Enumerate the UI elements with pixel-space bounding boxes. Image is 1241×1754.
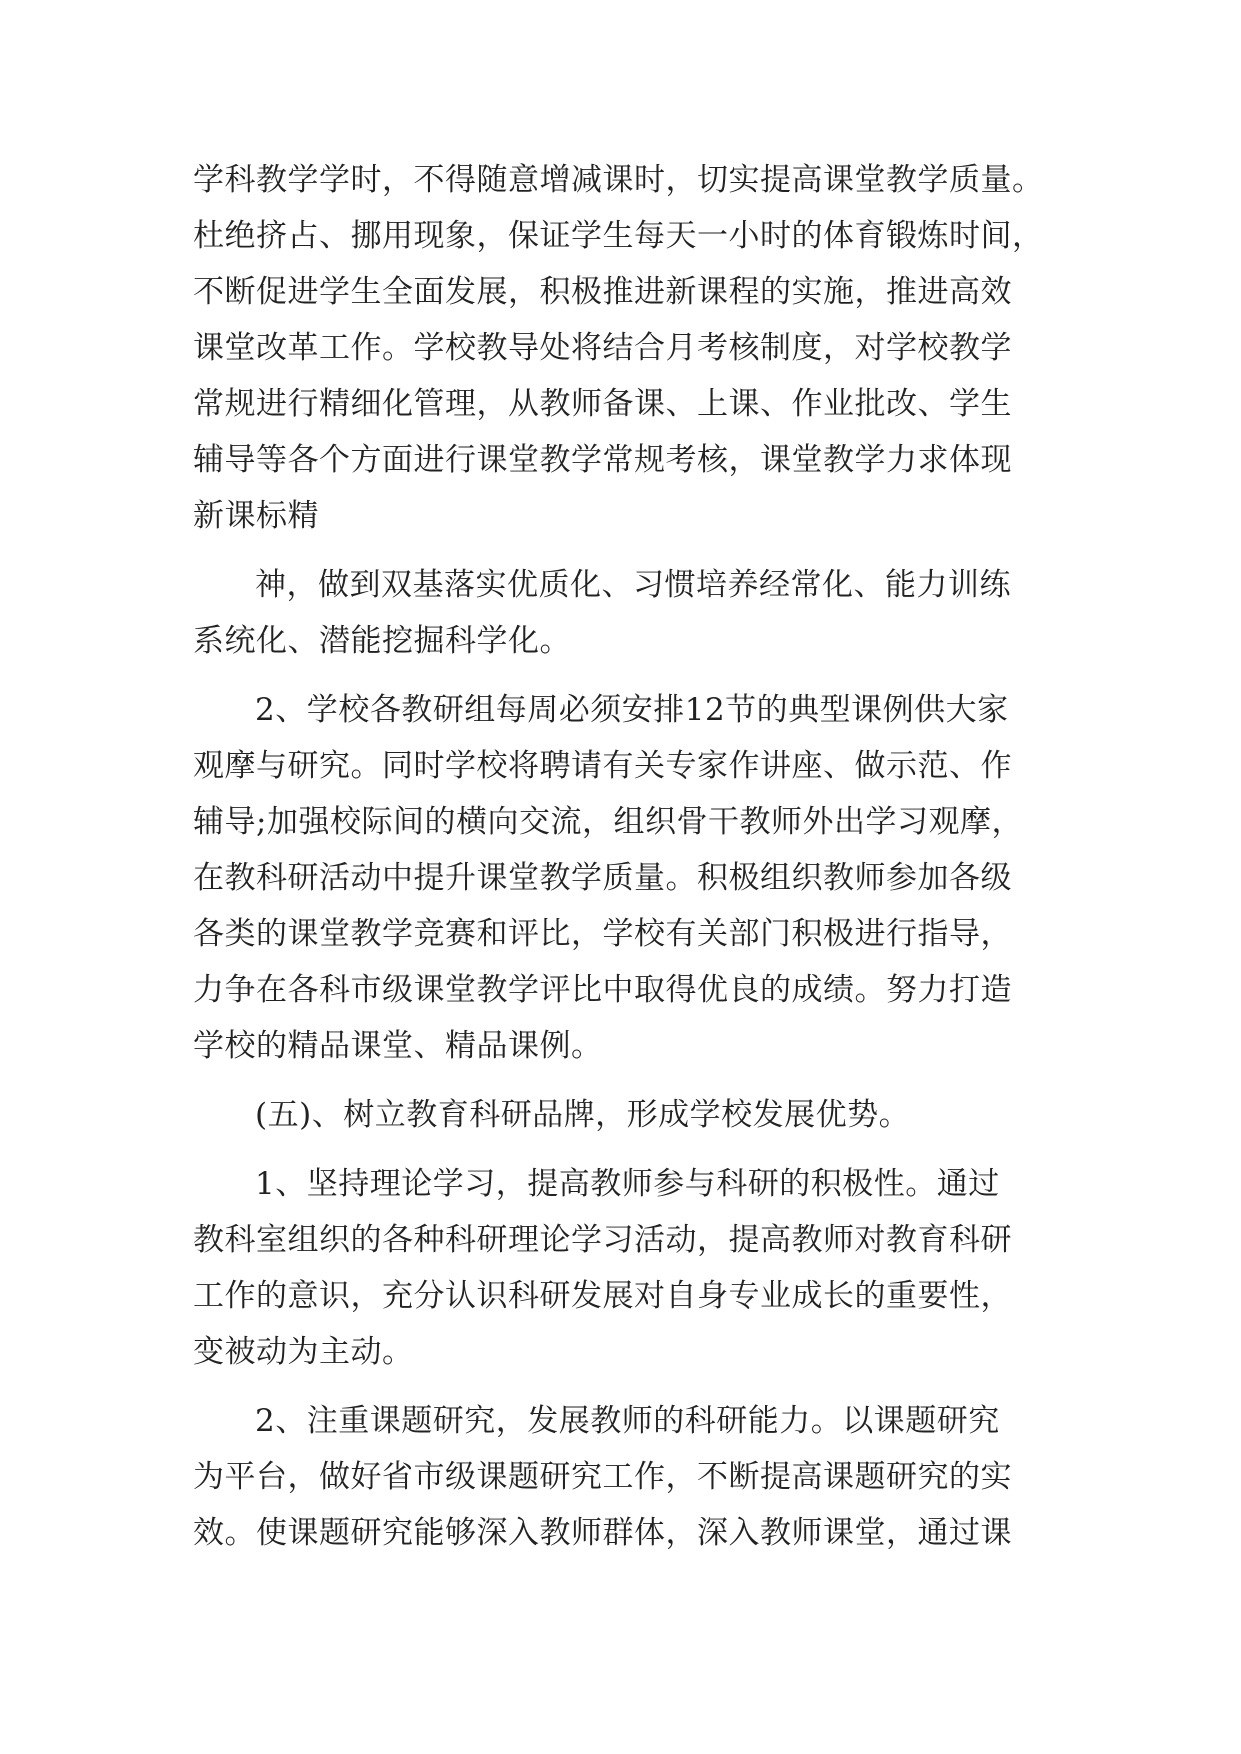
- text-line: 工作的意识，充分认识科研发展对自身专业成长的重要性，: [193, 1278, 1012, 1314]
- paragraph-first-line: 2、学校各教研组每周必须安排12节的典型课例供大家: [255, 692, 1009, 728]
- text-line: 学科教学学时，不得随意增减课时，切实提高课堂教学质量。: [193, 162, 1044, 198]
- text-line: 常规进行精细化管理，从教师备课、上课、作业批改、学生: [193, 386, 1012, 422]
- text-line: 变被动为主动。: [193, 1334, 414, 1370]
- text-line: 在教科研活动中提升课堂教学质量。积极组织教师参加各级: [193, 860, 1012, 896]
- paragraph-first-line: 1、坚持理论学习，提高教师参与科研的积极性。通过: [255, 1166, 1000, 1202]
- text-line: 辅导;加强校际间的横向交流，组织骨干教师外出学习观摩，: [193, 804, 1023, 840]
- text-line: 效。使课题研究能够深入教师群体，深入教师课堂，通过课: [193, 1515, 1012, 1551]
- paragraph-first-line: 神，做到双基落实优质化、习惯培养经常化、能力训练: [255, 567, 1011, 603]
- text-line: 辅导等各个方面进行课堂教学常规考核，课堂教学力求体现: [193, 442, 1012, 478]
- text-line: 教科室组织的各种科研理论学习活动，提高教师对教育科研: [193, 1222, 1012, 1258]
- text-line: 各类的课堂教学竞赛和评比，学校有关部门积极进行指导，: [193, 916, 1012, 952]
- text-line: 为平台，做好省市级课题研究工作，不断提高课题研究的实: [193, 1459, 1012, 1495]
- text-line: 力争在各科市级课堂教学评比中取得优良的成绩。努力打造: [193, 972, 1012, 1008]
- text-line: 杜绝挤占、挪用现象，保证学生每天一小时的体育锻炼时间，: [193, 218, 1044, 254]
- text-line: 系统化、潜能挖掘科学化。: [193, 623, 571, 659]
- text-line: 学校的精品课堂、精品课例。: [193, 1028, 603, 1064]
- text-line: 不断促进学生全面发展，积极推进新课程的实施，推进高效: [193, 274, 1012, 310]
- text-line: 新课标精: [193, 498, 319, 534]
- text-line: 观摩与研究。同时学校将聘请有关专家作讲座、做示范、作: [193, 748, 1012, 784]
- text-line: 课堂改革工作。学校教导处将结合月考核制度，对学校教学: [193, 330, 1012, 366]
- section-heading: (五)、树立教育科研品牌，形成学校发展优势。: [255, 1097, 911, 1133]
- paragraph-first-line: 2、注重课题研究，发展教师的科研能力。以课题研究: [255, 1403, 1000, 1439]
